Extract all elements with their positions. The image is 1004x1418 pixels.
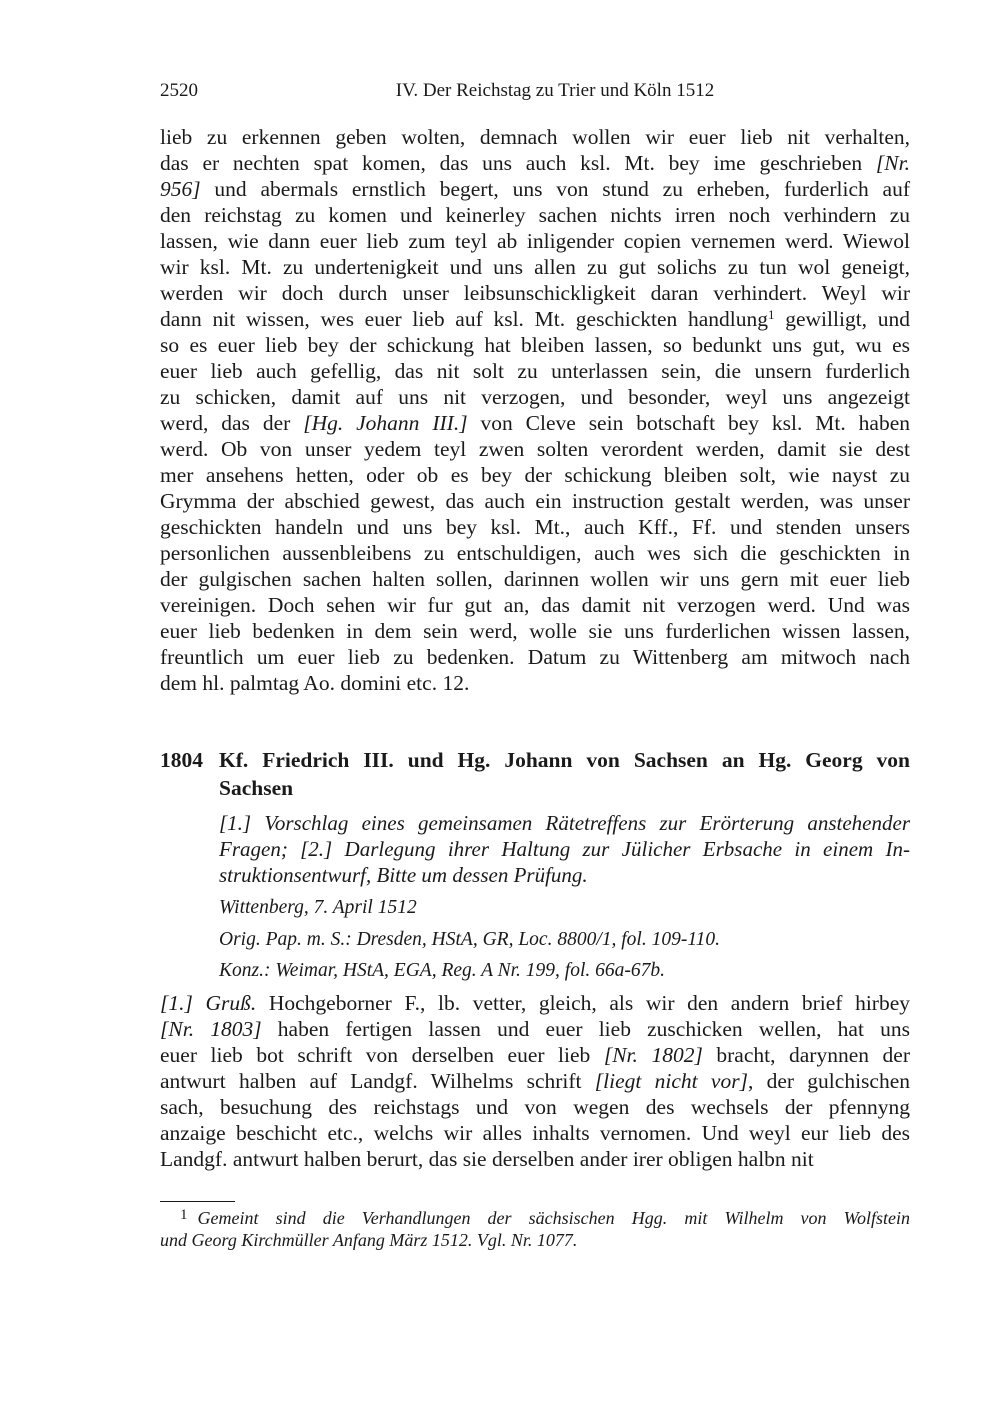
text-run: der gulgischen sachen halten sollen, darinnen wollen wir uns gern mit euer lieb [160, 567, 910, 591]
text-run: sach, besuchung des reichstags und von wegen des wechsels der pfennyng [160, 1095, 910, 1119]
editorial-note: [Nr. [875, 151, 910, 175]
text-line [160, 124, 910, 150]
text-run: freuntlich um euer lieb zu bedenken. Datum zu Wittenberg am mitwoch nach [160, 645, 910, 669]
document-title-line [219, 746, 910, 774]
editorial-note: [Nr. 1802] [603, 1043, 703, 1067]
text-run: dann nit wissen, wes euer lieb auf ksl. Mt. geschickten handlung [160, 307, 769, 331]
text-run: den reichstag zu komen und keinerley sachen nichts irren noch verhindern zu [160, 203, 910, 227]
regest-line: Fragen; [2.] Darlegung ihrer Haltung zur Jülicher Erbsache in einem In- [219, 837, 910, 861]
text-run: und abermals ernstlich begert, uns von stund zu erheben, furderlich auf [200, 177, 910, 201]
place-date: Wittenberg, 7. April 1512 [219, 897, 417, 918]
text-line [160, 1120, 910, 1146]
text-run: das er nechten spat komen, das uns auch ksl. Mt. bey ime geschrieben [160, 151, 876, 175]
regest-line: [1.] Vorschlag eines gemeinsamen Rätetreffens zur Erörterung anstehender [219, 811, 910, 835]
text-run: antwurt halben auf Landgf. Wilhelms schrift [160, 1069, 595, 1093]
text-run: geschickten handeln und uns bey ksl. Mt., auch Kff., Ff. und stenden unsers [160, 515, 910, 539]
editorial-note: [Nr. 1803] [160, 1017, 262, 1041]
text-run: anzaige beschicht etc., welchs wir alles inhalts vernomen. Und weyl eur lieb des [160, 1121, 910, 1145]
text-line [160, 254, 910, 280]
text-run: euer lieb bot schrift von derselben euer lieb [160, 1043, 604, 1067]
text-line [160, 150, 910, 176]
document-regest [219, 810, 910, 888]
text-run: von Cleve sein botschaft bey ksl. Mt. haben [467, 411, 910, 435]
text-line [160, 514, 910, 540]
source-original: Orig. Pap. m. S.: Dresden, HStA, GR, Loc. 8800/1, fol. 109-110. [219, 929, 721, 950]
text-run: , der gulchischen [747, 1069, 910, 1093]
page-number: 2520 [160, 80, 198, 101]
document-title-line: Sachsen [219, 776, 294, 800]
title-word: Hg. [758, 748, 792, 772]
text-line [160, 462, 910, 488]
text-run: zu schicken, damit auf uns nit verzogen, und besonder, weyl uns angezeigt [160, 385, 910, 409]
text-line [160, 1042, 910, 1068]
text-line [160, 384, 910, 410]
text-run: Hochgeborner F., lb. vetter, gleich, als wir den andern brief hirbey [256, 991, 910, 1015]
text-run: bracht, darynnen der [702, 1043, 910, 1067]
editorial-note: [Hg. Johann III.] [303, 411, 468, 435]
text-run: personlichen aussenbleibens zu entschuldigen, auch wes sich die geschickten in [160, 541, 910, 565]
title-word: an [721, 748, 745, 772]
title-word: Georg [805, 748, 863, 772]
text-run: lieb zu erkennen geben wolten, demnach wollen wir euer lieb nit verhalten, [160, 125, 910, 149]
text-run: Landgf. antwurt halben berurt, das sie derselben ander irer obligen halbn nit [160, 1147, 814, 1171]
text-line [160, 306, 910, 332]
text-run: werd, das der [160, 411, 304, 435]
text-run: so es euer lieb bey der schickung hat bleiben lassen, so bedunkt uns gut, wu es [160, 333, 910, 357]
text-run: werden wir doch durch unser leibsunschickligkeit daran verhindert. Weyl wir [160, 281, 910, 305]
title-word: Johann [504, 748, 573, 772]
letter-body-text [160, 990, 910, 1172]
text-line [160, 618, 910, 644]
editorial-note: [liegt nicht vor] [594, 1069, 748, 1093]
text-run: gewilligt, und [774, 307, 911, 331]
text-line [160, 410, 910, 436]
text-line [160, 436, 910, 462]
title-word: von [586, 748, 620, 772]
source-draft: Konz.: Weimar, HStA, EGA, Reg. A Nr. 199, fol. 66a-67b. [219, 960, 665, 981]
running-head [160, 80, 910, 108]
regest-line: struktionsentwurf, Bitte um dessen Prüfung. [219, 863, 588, 887]
text-line [160, 1016, 910, 1042]
text-line [160, 566, 910, 592]
text-line [160, 202, 910, 228]
title-word: von [876, 748, 910, 772]
footnote-mark: 1 [180, 1207, 188, 1223]
text-line [160, 280, 910, 306]
footnote-reference[interactable]: 1 [768, 307, 775, 322]
footnote-divider [160, 1201, 235, 1202]
title-word: Friedrich [262, 748, 350, 772]
footnote-text: Gemeint sind die Verhandlungen der sächsischen Hgg. mit Wilhelm von Wolfstein [197, 1208, 910, 1228]
document-title [219, 746, 910, 802]
text-line [160, 592, 910, 618]
document-number: 1804 [160, 748, 203, 772]
text-line [160, 332, 910, 358]
footnote-line [160, 1207, 910, 1229]
title-word: III. [363, 748, 394, 772]
text-line [160, 644, 910, 670]
text-run: euer lieb bedenken in dem sein werd, wolle sie uns furderlichen wissen lassen, [160, 619, 910, 643]
footnote-1 [160, 1207, 910, 1251]
text-line [160, 228, 910, 254]
text-line [160, 990, 910, 1016]
title-word: und [407, 748, 444, 772]
text-run: mer ansehens hetten, oder ob es bey der schickung bleiben solt, wie nayst zu [160, 463, 910, 487]
editorial-note: 956] [160, 177, 201, 201]
editorial-note: [1.] Gruß. [160, 991, 257, 1015]
title-word: Sachsen [633, 748, 708, 772]
text-line [160, 1094, 910, 1120]
text-run: Grymma der abschied gewest, das auch ein instruction gestalt werden, was unser [160, 489, 910, 513]
text-line [160, 1068, 910, 1094]
title-word: Kf. [219, 748, 249, 772]
text-run: werd. Ob von unser yedem teyl zwen solten verordent werden, damit sie dest [160, 437, 910, 461]
text-line [160, 176, 910, 202]
running-title: IV. Der Reichstag zu Trier und Köln 1512 [395, 80, 715, 101]
letter-continuation-text [160, 124, 910, 696]
text-line [160, 540, 910, 566]
text-run: vereinigen. Doch sehen wir fur gut an, das damit nit verzogen werd. Und was [160, 593, 910, 617]
title-word: Hg. [457, 748, 491, 772]
text-line [160, 358, 910, 384]
text-run: haben fertigen lassen und euer lieb zuschicken wellen, hat uns [261, 1017, 910, 1041]
footnote-line [160, 1229, 910, 1251]
text-line [160, 488, 910, 514]
text-run: wir ksl. Mt. zu undertenigkeit und uns allen zu gut solichs zu tun wol geneigt, [160, 255, 910, 279]
text-line [160, 670, 910, 696]
text-line [160, 1146, 910, 1172]
text-run: euer lieb auch gefellig, das nit solt zu unterlassen sein, die unsern furderlich [160, 359, 910, 383]
text-run: lassen, wie dann euer lieb zum teyl ab inligender copien vernemen werd. Wiewol [160, 229, 910, 253]
footnote-text: und Georg Kirchmüller Anfang März 1512. Vgl. Nr. 1077. [160, 1230, 578, 1250]
text-run: dem hl. palmtag Ao. domini etc. 12. [160, 671, 470, 695]
